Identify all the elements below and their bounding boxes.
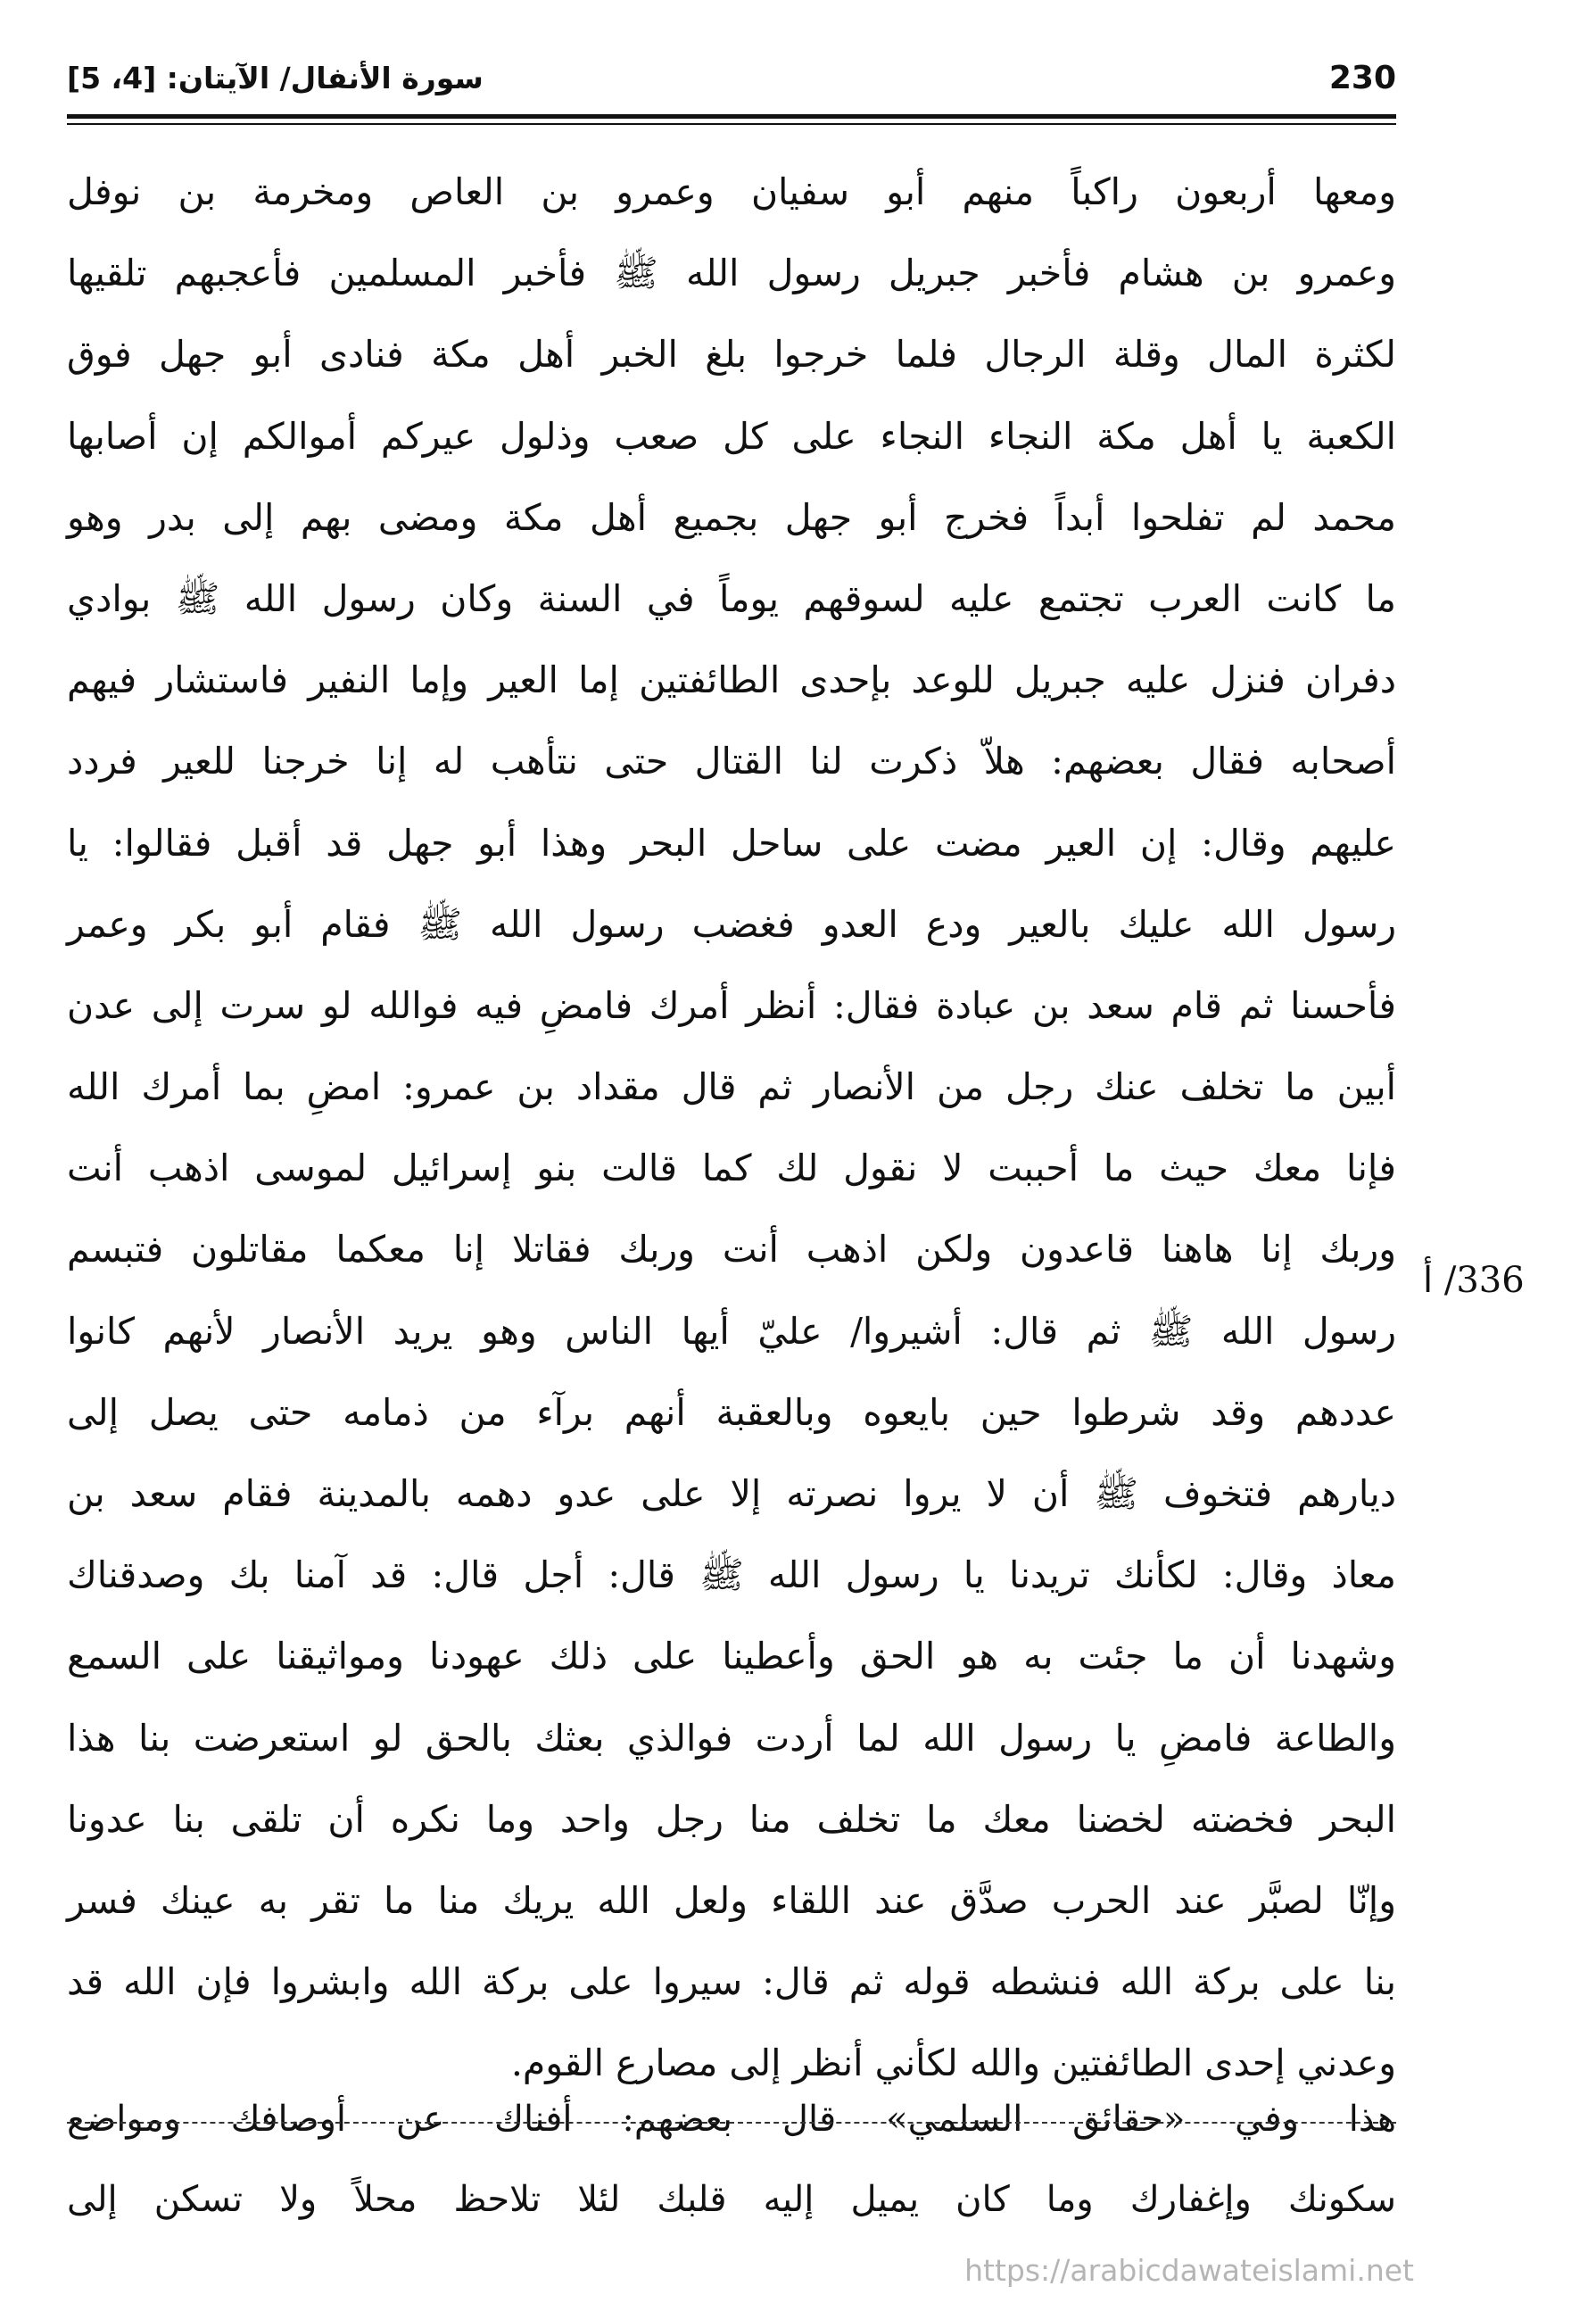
header-rule-thick bbox=[67, 114, 1396, 119]
text-line: عددهم وقد شرطوا حين بايعوه وبالعقبة أنهم برآء من ذمامه حتى يصل إلى bbox=[67, 1390, 1396, 1434]
text-line: أصحابه فقال بعضهم: هلاّ ذكرت لنا القتال حتى نتأهب له إنا خرجنا للعير فردد bbox=[67, 740, 1396, 783]
text-line: دفران فنزل عليه جبريل للوعد بإحدى الطائفتين إما العير وإما النفير فاستشار فيهم bbox=[67, 659, 1396, 702]
manuscript-folio-marker: 336/ أ bbox=[1423, 1260, 1525, 1301]
footnote-separator bbox=[67, 2122, 1396, 2124]
text-line: وإنّا لصبَّر عند الحرب صدَّق عند اللقاء ولعل الله يريك منا ما تقر به عينك فسر bbox=[67, 1878, 1396, 1922]
text-line: معاذ وقال: لكأنك تريدنا يا رسول الله ﷺ قال: أجل قال: قد آمنا بك وصدقناك bbox=[67, 1553, 1396, 1597]
text-line: بنا على بركة الله فنشطه قوله ثم قال: سيروا على بركة الله وابشروا فإن الله قد bbox=[67, 1960, 1396, 2004]
main-text bbox=[67, 152, 1396, 2105]
text-line: لكثرة المال وقلة الرجال فلما خرجوا بلغ الخبر أهل مكة فنادى أبو جهل فوق bbox=[67, 333, 1396, 377]
text-line: وعمرو بن هشام فأخبر جبريل رسول الله ﷺ فأخبر المسلمين فأعجبهم تلقيها bbox=[67, 252, 1396, 295]
text-line: الكعبة يا أهل مكة النجاء النجاء على كل صعب وذلول عيركم أموالكم إن أصابها bbox=[67, 414, 1396, 458]
text-line: رسول الله عليك بالعير ودع العدو فغضب رسول الله ﷺ فقام أبو بكر وعمر bbox=[67, 902, 1396, 946]
text-line: محمد لم تفلحوا أبداً فخرج أبو جهل بجميع أهل مكة ومضى بهم إلى بدر وهو bbox=[67, 495, 1396, 539]
text-line: وشهدنا أن ما جئت به هو الحق وأعطينا على ذلك عهودنا ومواثيقنا على السمع bbox=[67, 1635, 1396, 1678]
text-line: البحر فخضته لخضنا معك ما تخلف منا رجل واحد وما نكره أن تلقى بنا عدونا bbox=[67, 1797, 1396, 1841]
text-line: ديارهم فتخوف ﷺ أن لا يروا نصرته إلا على عدو دهمه بالمدينة فقام سعد بن bbox=[67, 1472, 1396, 1515]
footnote-line: هذا وفي «حقائق السلمي» قال بعضهم: أفناك عن أوصافك ومواضع bbox=[67, 2099, 1396, 2140]
header-rule-thin bbox=[67, 123, 1396, 125]
text-line: والطاعة فامضِ يا رسول الله لما أردت فوالذي بعثك بالحق لو استعرضت بنا هذا bbox=[67, 1716, 1396, 1760]
text-line: عليهم وقال: إن العير مضت على ساحل البحر وهذا أبو جهل قد أقبل فقالوا: يا bbox=[67, 821, 1396, 865]
text-line: ما كانت العرب تجتمع عليه لسوقهم يوماً في السنة وكان رسول الله ﷺ بوادي bbox=[67, 576, 1396, 620]
text-line: وربك إنا هاهنا قاعدون ولكن اذهب أنت وربك فقاتلا إنا معكما مقاتلون فتبسم bbox=[67, 1228, 1396, 1271]
text-line: رسول الله ﷺ ثم قال: أشيروا/ عليّ أيها الناس وهو يريد الأنصار لأنهم كانوا bbox=[67, 1309, 1396, 1353]
footnote bbox=[67, 2079, 1396, 2240]
running-title: سورة الأنفال/ الآيتان: [4، 5] bbox=[67, 61, 484, 95]
text-line: فإنا معك حيث ما أحببت لا نقول لك كما قالت بنو إسرائيل لموسى اذهب أنت bbox=[67, 1147, 1396, 1190]
text-line: أبين ما تخلف عنك رجل من الأنصار ثم قال مقداد بن عمرو: امضِ بما أمرك الله bbox=[67, 1065, 1396, 1109]
text-line: فأحسنا ثم قام سعد بن عبادة فقال: أنظر أمرك فامضِ فيه فوالله لو سرت إلى عدن bbox=[67, 983, 1396, 1027]
watermark-url: https://arabicdawateislami.net bbox=[964, 2253, 1414, 2288]
page-header bbox=[67, 55, 1396, 109]
text-line: ومعها أربعون راكباً منهم أبو سفيان وعمرو بن العاص ومخرمة بن نوفل bbox=[67, 170, 1396, 213]
footnote-line: سكونك وإغفارك وما كان يميل إليه قلبك لئلا تلاحظ محلاً ولا تسكن إلى bbox=[67, 2179, 1396, 2220]
text-line: وعدني إحدى الطائفتين والله لكأني أنظر إلى مصارع القوم. bbox=[510, 2042, 1396, 2085]
page-number: 230 bbox=[1328, 60, 1396, 96]
